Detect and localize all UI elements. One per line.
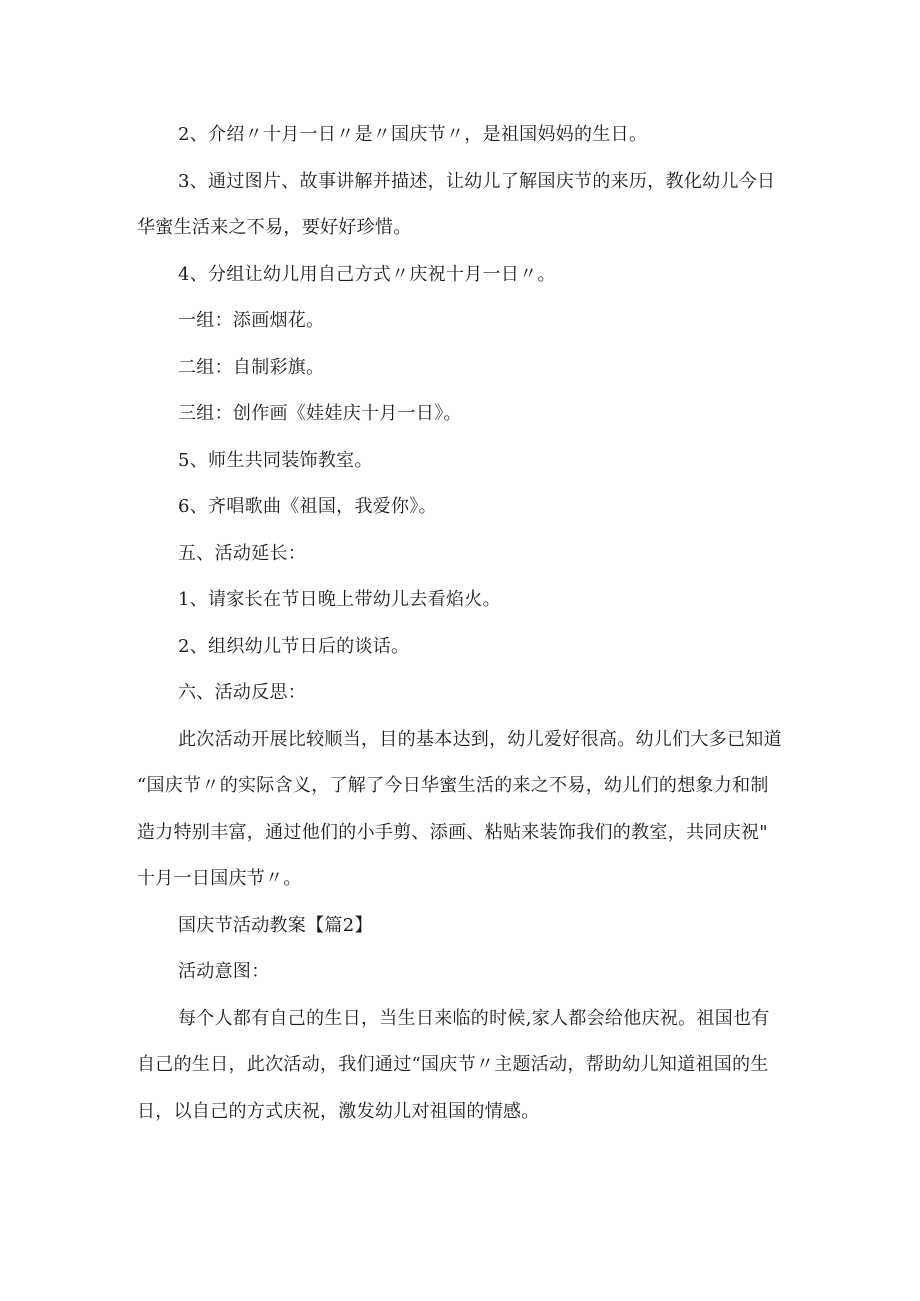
paragraph-line: 造力特别丰富，通过他们的小手剪、添画、粘贴来装饰我们的教室，共同庆祝" <box>137 821 768 843</box>
paragraph-line: 一组：添画烟花。 <box>178 310 325 331</box>
paragraph-line: 1、请家长在节日晚上带幼儿去看焰火。 <box>178 589 501 610</box>
paragraph-line: 4、分组让幼儿用自己方式〃庆祝十月一日〃。 <box>178 263 556 285</box>
paragraph-line: 6、齐唱歌曲《祖国，我爱你》。 <box>178 496 437 517</box>
paragraph-line: 自己的生日，此次活动，我们通过“国庆节〃主题活动，帮助幼儿知道祖国的生 <box>137 1054 769 1075</box>
paragraph-line: 每个人都有自己的生日，当生日来临的时候,家人都会给他庆祝。祖国也有 <box>178 1007 770 1029</box>
paragraph-line: “国庆节〃的实际含义，了解了今日华蜜生活的来之不易，幼儿们的想象力和制 <box>137 775 769 796</box>
paragraph-line: 日，以自己的方式庆祝，激发幼儿对祖国的情感。 <box>137 1100 540 1122</box>
section-heading: 六、活动反思： <box>178 682 307 703</box>
paragraph-line: 三组：创作画《娃娃庆十月一日》。 <box>178 403 462 424</box>
paragraph-line: 二组：自制彩旗。 <box>178 356 325 378</box>
paragraph-line: 3、通过图片、故事讲解并描述，让幼儿了解国庆节的来历，教化幼儿今日 <box>178 170 776 192</box>
section-heading: 五、活动延长： <box>178 542 307 564</box>
section-title: 国庆节活动教案【篇2】 <box>178 914 373 936</box>
paragraph-line: 十月一日国庆节〃。 <box>137 868 302 889</box>
paragraph-line: 2、介绍〃十月一日〃是〃国庆节〃，是祖国妈妈的生日。 <box>178 124 648 145</box>
document-body <box>137 112 792 1135</box>
paragraph-line: 2、组织幼儿节日后的谈话。 <box>178 635 410 657</box>
paragraph-line: 5、师生共同装饰教室。 <box>178 449 373 471</box>
paragraph-line: 此次活动开展比较顺当，目的基本达到，幼儿爱好很高。幼儿们大多已知道 <box>178 728 782 750</box>
section-heading: 活动意图： <box>178 961 270 982</box>
paragraph-line: 华蜜生活来之不易，要好好珍惜。 <box>137 217 412 238</box>
